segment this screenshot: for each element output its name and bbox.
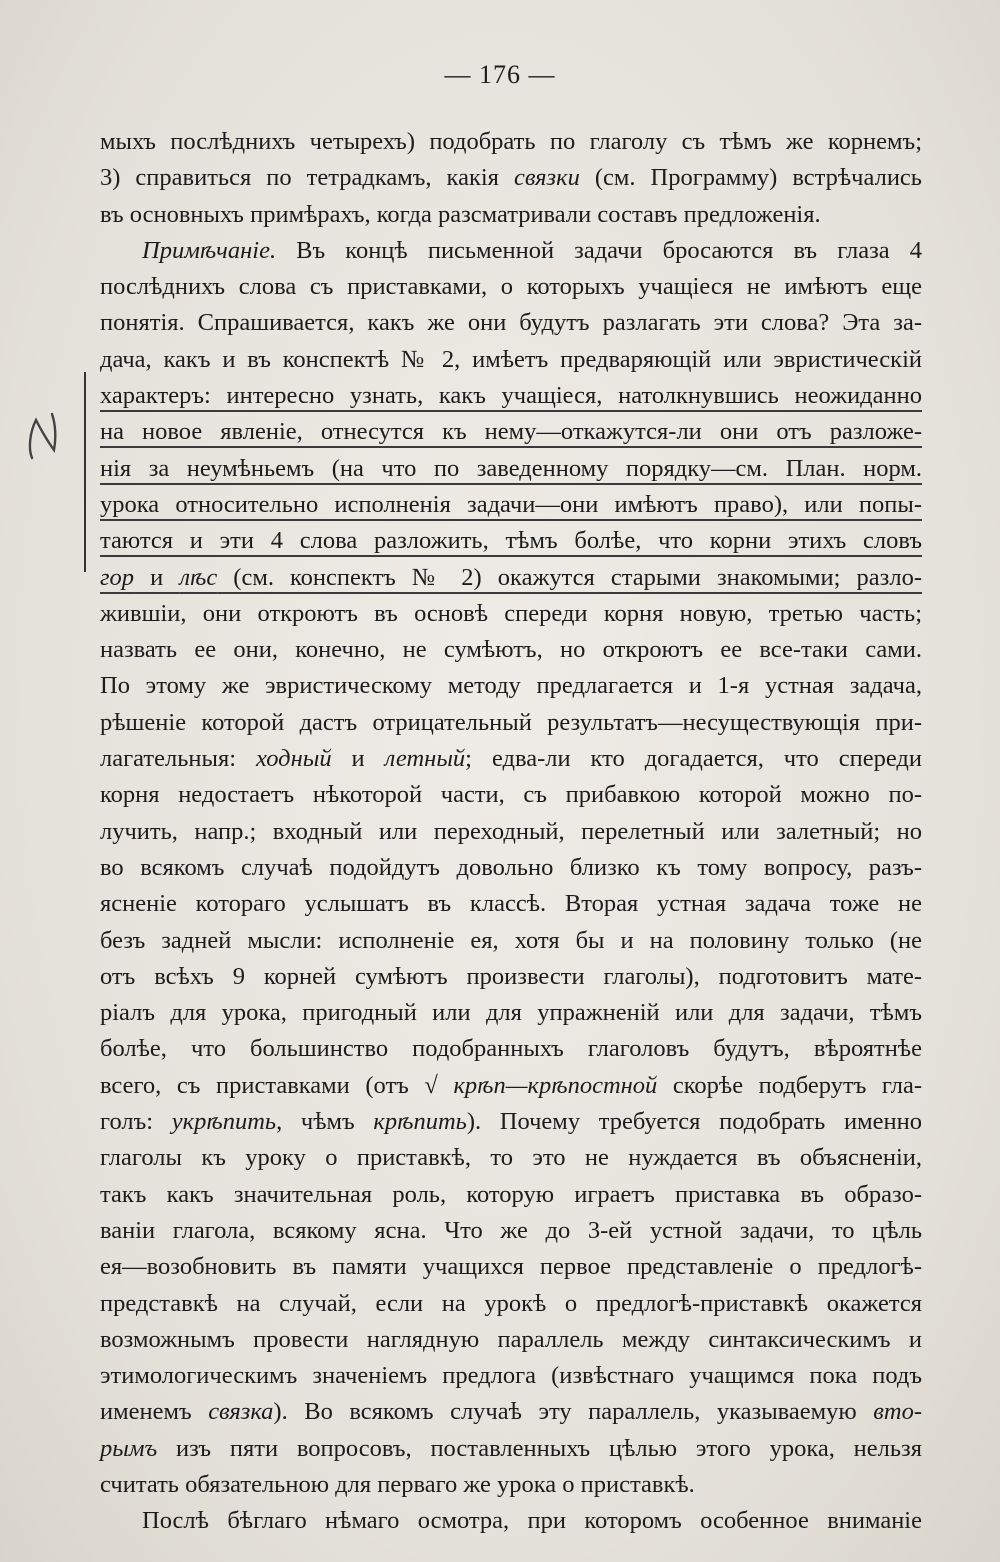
text-segment: лучить, напр.; входный или переходный, перелетный или залетный; но <box>100 817 922 845</box>
page-number: — 176 — <box>444 60 556 89</box>
text-segment: Въ концѣ письменной задачи бросаются въ глаза 4 <box>276 236 922 264</box>
text-segment: и <box>331 745 385 773</box>
text-segment: отъ всѣхъ 9 корней сумѣютъ произвести глаголы), подготовитъ мате- <box>100 962 922 990</box>
text-segment: глаголы къ уроку о приставкѣ, то это не нуждается въ объясненіи, <box>100 1144 922 1172</box>
text-segment: (см. конспектъ № 2) окажутся старыми знакомыми; разло- <box>217 563 922 591</box>
text-segment: болѣе, что большинство подобранныхъ глаголовъ будутъ, вѣроятнѣе <box>100 1035 922 1063</box>
text-segment: рѣшеніе которой дастъ отрицательный результатъ—несуществующія при- <box>100 708 922 736</box>
italic-text: рымъ <box>100 1434 158 1462</box>
text-line <box>100 160 922 196</box>
text-segment: ея—возобновить въ памяти учащихся первое представленіе о предлогѣ- <box>100 1253 922 1281</box>
text-segment: дача, какъ и въ конспектѣ № 2, имѣетъ предваряющій или эвристическій <box>100 345 922 373</box>
text-segment: въ основныхъ примѣрахъ, когда разсматривали составъ предложенія. <box>100 200 821 228</box>
text-line <box>100 233 922 269</box>
text-line <box>100 632 922 668</box>
text-line <box>100 1104 922 1140</box>
italic-text: укрѣпить <box>171 1108 277 1136</box>
text-segment: считать обязательною для перваго же урока о приставкѣ. <box>100 1470 695 1498</box>
margin-bracket <box>84 372 86 572</box>
text-segment: нія за неумѣньемъ (на что по заведенному порядку—см. План. норм. <box>100 454 922 482</box>
text-line <box>100 342 922 378</box>
text-line <box>100 1286 922 1322</box>
text-segment: 3) справиться по тетрадкамъ, какія <box>100 164 514 192</box>
text-line <box>100 523 922 559</box>
text-segment: ясненіе котораго услышатъ въ классѣ. Вторая устная задача тоже не <box>100 890 922 918</box>
text-line <box>100 668 922 704</box>
italic-text: крѣпить <box>373 1108 467 1136</box>
text-segment: этимологическимъ значеніемъ предлога (извѣстнаго учащимся пока подъ <box>100 1362 922 1390</box>
text-segment: назвать ее они, конечно, не сумѣютъ, но откроютъ ее все-таки сами. <box>100 636 922 664</box>
text-segment: Послѣ бѣглаго нѣмаго осмотра, при которомъ особенное вниманіе <box>142 1507 922 1535</box>
text-segment: именемъ <box>100 1398 209 1426</box>
text-segment: , чѣмъ <box>276 1108 374 1136</box>
text-line <box>100 1431 922 1467</box>
text-segment: такъ какъ значительная роль, которую играетъ приставка въ образо- <box>100 1180 922 1208</box>
text-line <box>100 1358 922 1394</box>
text-line <box>100 487 922 523</box>
text-segment: ). Почему требуется подобрать именно <box>466 1108 922 1136</box>
text-segment: голъ: <box>100 1108 172 1136</box>
text-segment: лагательныя: <box>100 745 256 773</box>
text-segment: По этому же эвристическому методу предлагается и 1-я устная задача, <box>100 672 922 700</box>
text-line <box>100 1177 922 1213</box>
text-line <box>100 305 922 341</box>
text-line <box>100 995 922 1031</box>
text-segment: на новое явленіе, отнесутся къ нему—откажутся-ли они отъ разложе- <box>100 418 922 446</box>
text-line <box>100 560 922 596</box>
text-segment: представкѣ на случай, если на урокѣ о предлогѣ-приставкѣ окажется <box>100 1289 922 1317</box>
body-text <box>100 124 922 1540</box>
text-segment: ; едва-ли кто догадается, что спереди <box>465 745 922 773</box>
italic-text: летный <box>384 745 466 773</box>
text-line <box>100 1394 922 1430</box>
text-line <box>100 850 922 886</box>
text-line <box>100 923 922 959</box>
text-segment: и <box>134 563 180 591</box>
italic-text: связки <box>513 164 580 192</box>
text-line <box>100 1249 922 1285</box>
text-line <box>100 741 922 777</box>
italic-text: связка <box>208 1398 274 1426</box>
text-line <box>100 414 922 450</box>
text-segment: мыхъ послѣднихъ четырехъ) подобрать по глаголу съ тѣмъ же корнемъ; <box>100 128 922 155</box>
handwritten-margin-mark <box>22 408 66 466</box>
text-segment: (см. Программу) встрѣчались <box>579 164 922 192</box>
text-line <box>100 886 922 922</box>
text-line <box>100 596 922 632</box>
text-segment: жившіи, они откроютъ въ основѣ спереди корня новую, третью часть; <box>100 599 922 627</box>
italic-text: ходный <box>255 745 332 773</box>
text-line <box>100 1213 922 1249</box>
text-line <box>100 1467 922 1503</box>
italic-text: Примѣчаніе. <box>142 236 277 264</box>
text-segment: ваніи глагола, всякому ясна. Что же до 3-ей устной задачи, то цѣль <box>100 1216 922 1244</box>
text-line <box>100 814 922 850</box>
italic-text: вто- <box>873 1398 922 1426</box>
text-segment: ріалъ для урока, пригодный или для упражненій или для задачи, тѣмъ <box>100 999 922 1027</box>
text-segment: ). Во всякомъ случаѣ эту параллель, указываемую <box>273 1398 874 1426</box>
text-line <box>100 197 922 233</box>
text-line <box>100 1068 922 1104</box>
text-line <box>100 705 922 741</box>
text-line <box>100 959 922 995</box>
text-segment: послѣднихъ слова съ приставками, о которыхъ учащіеся не имѣютъ еще <box>100 273 922 301</box>
text-line <box>100 269 922 305</box>
text-segment: во всякомъ случаѣ подойдутъ довольно близко къ тому вопросу, разъ- <box>100 853 922 881</box>
text-line <box>100 1031 922 1067</box>
text-segment: скорѣе подберутъ гла- <box>657 1071 922 1099</box>
italic-text: гор <box>100 563 135 591</box>
text-line <box>100 124 922 160</box>
text-line <box>100 1503 922 1539</box>
italic-text: крѣп—крѣпостной <box>453 1071 658 1099</box>
italic-text: лѣс <box>179 563 218 591</box>
text-segment: характеръ: интересно узнать, какъ учащіеся, натолкнувшись неожиданно <box>100 382 922 410</box>
text-line <box>100 378 922 414</box>
text-segment: безъ задней мысли: исполненіе ея, хотя бы и на половину только (не <box>100 926 922 954</box>
text-line <box>100 1322 922 1358</box>
text-line <box>100 451 922 487</box>
text-segment: изъ пяти вопросовъ, поставленныхъ цѣлью этого урока, нельзя <box>157 1434 922 1462</box>
text-segment: корня недостаетъ нѣкоторой части, съ прибавкою которой можно по- <box>100 781 922 809</box>
text-line <box>100 777 922 813</box>
text-segment: таются и эти 4 слова разложить, тѣмъ болѣе, что корни этихъ словъ <box>100 527 922 555</box>
text-segment: понятія. Спрашивается, какъ же они будутъ разлагать эти слова? Эта за- <box>100 309 922 337</box>
text-line <box>100 1140 922 1176</box>
text-segment: возможнымъ провести наглядную параллель между синтаксическимъ и <box>100 1325 922 1353</box>
text-segment: урока относительно исполненія задачи—они имѣютъ право), или попы- <box>100 490 922 518</box>
text-segment: всего, съ приставками (отъ √ <box>100 1071 454 1099</box>
